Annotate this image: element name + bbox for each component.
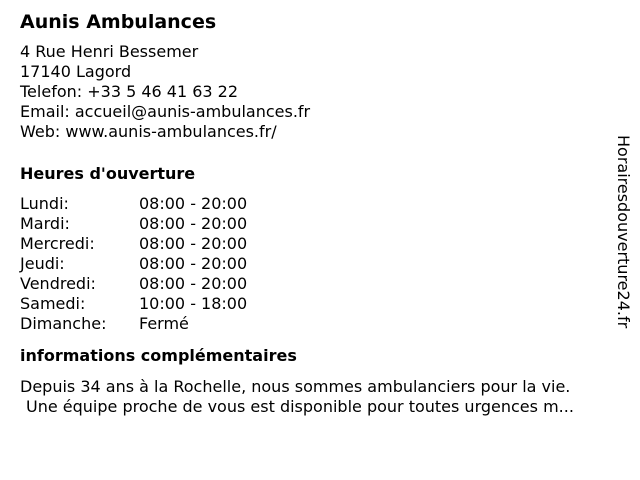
business-name: Aunis Ambulances (20, 11, 217, 33)
web-line: Web: www.aunis-ambulances.fr/ (20, 122, 277, 141)
opening-hours-title: Heures d'ouverture (20, 164, 196, 183)
hours-day: Samedi: (20, 294, 86, 313)
address-block (20, 42, 620, 142)
hours-day: Vendredi: (20, 274, 96, 293)
hours-row-thursday (20, 254, 620, 274)
phone-line: Telefon: +33 5 46 41 63 22 (20, 82, 239, 101)
additional-info-title: informations complémentaires (20, 346, 297, 365)
hours-row-tuesday (20, 214, 620, 234)
hours-time: 08:00 - 20:00 (139, 194, 248, 213)
additional-info-line-2: Une équipe proche de vous est disponible pour toutes urgences m... (26, 397, 574, 416)
hours-day: Mercredi: (20, 234, 95, 253)
hours-time: 08:00 - 20:00 (139, 274, 248, 293)
site-watermark: Horairesdouverture24.fr (614, 135, 633, 329)
hours-time: Fermé (139, 314, 189, 333)
hours-day: Dimanche: (20, 314, 107, 333)
additional-info-text (20, 377, 630, 417)
hours-day: Jeudi: (20, 254, 65, 273)
email-line: Email: accueil@aunis-ambulances.fr (20, 102, 311, 121)
hours-time: 10:00 - 18:00 (139, 294, 248, 313)
hours-time: 08:00 - 20:00 (139, 254, 248, 273)
hours-row-wednesday (20, 234, 620, 254)
hours-row-saturday (20, 294, 620, 314)
hours-row-friday (20, 274, 620, 294)
hours-day: Mardi: (20, 214, 70, 233)
opening-hours-table (20, 194, 620, 334)
additional-info-line-1: Depuis 34 ans à la Rochelle, nous sommes ambulanciers pour la vie. (20, 377, 571, 396)
city-address: 17140 Lagord (20, 62, 132, 81)
street-address: 4 Rue Henri Bessemer (20, 42, 199, 61)
hours-time: 08:00 - 20:00 (139, 214, 248, 233)
hours-row-sunday (20, 314, 620, 334)
hours-day: Lundi: (20, 194, 69, 213)
hours-row-monday (20, 194, 620, 214)
hours-time: 08:00 - 20:00 (139, 234, 248, 253)
